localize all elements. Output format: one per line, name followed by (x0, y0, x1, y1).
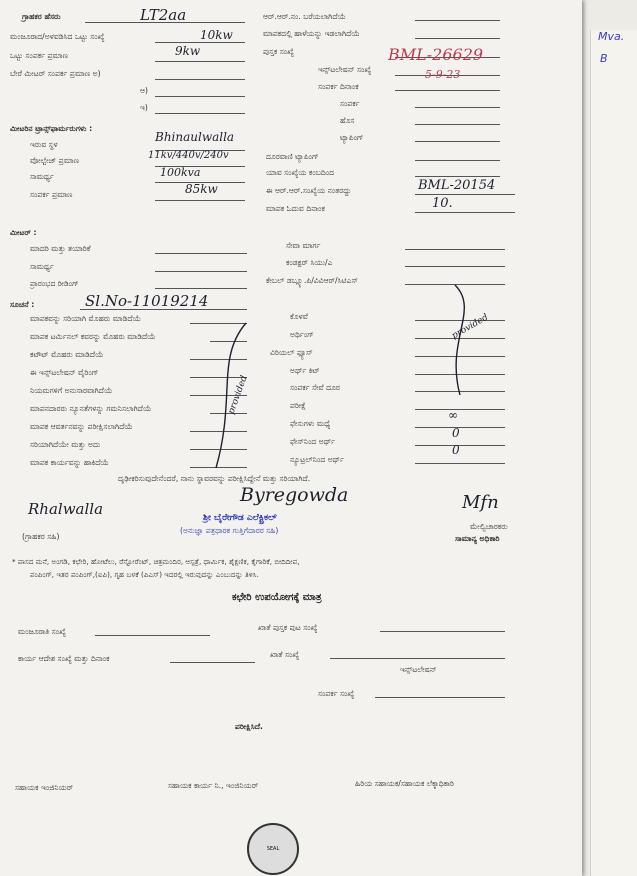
note-line-1: * ಪಾಸದ ಮನೆ, ಅಂಗಡಿ, ಕಛೇರಿ, ಹೋಟೆಲು, ರೆಸ್ಟೋರೆಂಟ್, ಚಿತ್ರಮಂದಿರ, ಆಸ್ಪತ್ರೆ, ಧಾರ್ಮಿಕ, ಶೈಕ್ಷಣಿಕ, ಕೈಗಾರಿಕೆ, ಬೀದಿದೀಪ, (12, 557, 300, 566)
check-line (415, 409, 505, 410)
installation-wiring-label: ಈ ಇನ್ಸ್‌ಟಲೇಷನ್ ವೈರಿಂಗ್ (30, 368, 99, 377)
reading1-value: ∞ (448, 408, 458, 422)
connection-no-label: ಸಂಪರ್ಕ ಸಂಖ್ಯೆ (318, 689, 355, 698)
contractor-stamp-1: ಶ್ರೀ ಬೈರೇಗೌಡ ಎಲೆಕ್ಟ್ರಿಕಲ್ (203, 513, 277, 523)
initial-reading-line (155, 288, 247, 289)
meter-sealed-label: ಮಾಪಕವನ್ನು ಸರಿಯಾಗಿ ಮೊಹರು ಮಾಡಿದೆಯೆ (30, 314, 142, 323)
check-label: ಪರೀಕ್ಷೆ (290, 401, 306, 410)
ledger-page-label: ಖಾತೆ ಪುಸ್ತಕ ಪುಟ ಸಂಖ್ಯೆ (258, 623, 318, 632)
meter-box-line (415, 38, 500, 39)
consumer-signature: Rhalwalla (28, 500, 104, 518)
tapping-label: ಟ್ಯಾಪಿಂಗ್ (340, 133, 364, 142)
consumer-name-value: LT2aa (140, 6, 187, 24)
after-rr-label: ಈ ಆರ್.ಆರ್.ಸಂಖ್ಯೆಯ ನಂತರದ್ದು (266, 186, 352, 195)
reading-date-line (415, 212, 515, 213)
b-line (155, 96, 245, 97)
provided-right-value: provided (450, 312, 491, 342)
meter-serial-line (80, 309, 247, 310)
transformer-heading: ಮೀಟರಿನ ಟ್ರಾನ್ಸ್‌ಫಾರ್ಮರುಗಳು : (10, 124, 93, 133)
dial-fuse-label: ವಿರಿಯಲ್ ಫ್ಯೂಸ್ (270, 348, 313, 357)
between-phases-line (415, 427, 505, 428)
conductor-label: ಕಂಡಕ್ಟರ್ ಸಿಯು/ಎ (286, 258, 333, 267)
make-line (155, 253, 247, 254)
meter-rotation-label: ಮಾಪಕ ಆವರ್ತನವನ್ನು ಪರೀಕ್ಷಿಸಲಾಗಿದೆಯೆ (30, 422, 133, 431)
rr-load-line (155, 42, 245, 43)
reading3-value: 0 (452, 443, 460, 457)
conductor-line (405, 266, 505, 267)
asst-exec-label: ಸಹಾಯಕ ಕಾರ್ಯ ನಿ., ಇಂಜಿನಿಯರ್ (168, 781, 259, 790)
defects-label: ಮಾಪನದಾರರು ನ್ಯೂನತೆಗಳನ್ನು ಗಮನಿಸಲಾಗಿದೆಯೆ (30, 404, 152, 413)
rr-bill-label: ಆರ್.ಆರ್.ನಂ. ಬರೆಯಲಾಗಿದೆಯೆ (263, 12, 346, 21)
work-order-line (170, 662, 255, 663)
phase-earth-label: ಫೇಸ್‌ನಿಂದ ಅರ್ಥ್ (290, 437, 336, 446)
connection-date-label: ಸಂಪರ್ಕ ದಿನಾಂಕ (318, 82, 359, 91)
capacity2-line (155, 271, 247, 272)
b-label: ಆ) (140, 86, 148, 95)
supervisor-signature: Mfn (462, 492, 499, 513)
ledger-page-line (380, 631, 505, 632)
declaration-text: ದೃಢೀಕರಿಸುವುದೇನೆಂದರೆ, ನಾನು ಸ್ಥಾವರವನ್ನು ಪರೀಕ್ಷಿಸಿದ್ದೇನೆ ಮತ್ತು ಸರಿಯಾಗಿದೆ. (118, 474, 311, 483)
supervisor-label: ಮೇಲ್ವಿಚಾರಕರು (470, 522, 508, 531)
consumer-sign-label: (ಗ್ರಾಹಕರ ಸಹಿ) (22, 532, 60, 541)
sanction-no-line (95, 635, 210, 636)
capacity-value: 100kva (160, 166, 201, 179)
office-seal (247, 823, 299, 875)
service-route-line (405, 249, 505, 250)
initial-reading-label: ಪ್ರಾರಂಭದ ರೀಡಿಂಗ್ (30, 279, 79, 288)
meter-heading: ಮೀಟರ್ : (10, 228, 37, 237)
account-no-label: ಖಾತೆ ಸಂಖ್ಯೆ (270, 650, 300, 659)
stamp-date-value: 5-9-23 (425, 68, 461, 81)
terminal-sealed-label: ಮಾಪಕ ಟರ್ಮಿನಲ್ ಕವರನ್ನು ಮೊಹರು ಮಾಡಿದೆಯೆ (30, 332, 156, 341)
make-label: ಮಾದರಿ ಮತ್ತು ತಯಾರಿಕೆ (30, 244, 91, 253)
asst-engineer-label: ಸಹಾಯಕ ಇಂಜಿನಿಯರ್ (15, 783, 74, 792)
reading2-value: 0 (452, 426, 460, 440)
neutral-earth-label: ನ್ಯೂಟ್ರಲ್‌ನಿಂದ ಅರ್ಥ್ (290, 455, 344, 464)
note-line-2: ಪಂಪಿಂಗ್, ಇತರ ಪಂಪಿಂಗ್,(ಐಪಿ), ಗೃಹ ಬಳಕೆ (ಪಿಎಸ್) ಇದರಲ್ಲಿ ಇರುವುದನ್ನು ಎಂಬುದನ್ನು ತಿಳಿಸಿ. (30, 570, 259, 579)
other-connection-label: ಬೇರೆ ಮೀಟರ್ ಸಂಪರ್ಕ ಪ್ರಮಾಣ ಅ) (10, 69, 101, 78)
provided-left-value: provided (226, 374, 250, 416)
account-no-line (330, 658, 505, 659)
capacity2-label: ಸಾಮರ್ಥ್ಯ (30, 262, 54, 271)
conn-load2-line (155, 200, 245, 201)
connection-date-line (395, 90, 500, 91)
location-label: ಇರುವ ಸ್ಥಳ (30, 140, 58, 149)
installation-label: ಇನ್ಸ್‌ಟಲೇಷನ್ (400, 665, 437, 674)
senior-accounts-label: ಹಿರಿಯ ಸಹಾಯಕ/ಸಹಾಯಕ ಲೆಕ್ಕಾಧಿಕಾರಿ (355, 779, 454, 788)
which-no-label: ಯಾವ ಸಂಖ್ಯೆಯ ಕಂಬದಿಂದ (266, 168, 335, 177)
note-heading: ಸೂಚನೆ : (10, 300, 35, 309)
connection-line (415, 107, 500, 108)
cutout-sealed-label: ಕಟೌಟ್ ಮೊಹರು ಮಾಡಿದೆಯೆ (30, 350, 104, 359)
c-label: ಇ) (140, 103, 148, 112)
phase-earth-line (415, 445, 505, 446)
c-line (155, 113, 245, 114)
service-route-label: ಸೇವಾ ಮಾರ್ಗ (286, 241, 321, 250)
neutral-earth-line (415, 463, 505, 464)
correct-and-label: ಸರಿಯಾಗಿದೆಯೇ ಮತ್ತು ಅದು (30, 440, 101, 449)
side-handwriting-2: B (600, 52, 608, 65)
phone-tapping-label: ದೂರವಾಣಿ ಟ್ಯಾಪಿಂಗ್ (266, 152, 319, 161)
location-value: Bhinaulwalla (155, 130, 235, 144)
conn-load2-label: ಸಂಪರ್ಕ ಪ್ರಮಾಣ (30, 190, 73, 199)
rr-stamp-value: BML-26629 (388, 45, 484, 64)
connection-load-value: 9kw (175, 44, 201, 58)
prev-rr-value: BML-20154 (418, 178, 496, 193)
rr-bill-line (415, 20, 500, 21)
connection-no-line (375, 697, 505, 698)
reading-date-label: ಮಾಪಕ ಓದುವ ದಿನಾಂಕ (266, 204, 325, 213)
consumer-name-label: ಗ್ರಾಹಕರ ಹೆಸರು (22, 12, 61, 21)
conn-load2-value: 85kw (185, 182, 218, 196)
connection-load-label: ಒಟ್ಟು ಸಂಪರ್ಕ ಪ್ರಮಾಣ (10, 51, 68, 60)
as-per-rules-label: ನಿಯಮಗಳಿಗೆ ಅನುಸಾರವಾಗಿದೆಯೆ (30, 386, 113, 395)
work-order-label: ಕಾರ್ಯ ಆದೇಶ ಸಂಖ್ಯೆ ಮತ್ತು ದಿನಾಂಕ (18, 654, 110, 663)
right-bracket-stroke (440, 280, 520, 400)
contractor-signature: Byregowda (240, 484, 349, 506)
earthing-label: ಅರ್ಥಿಂಗ್ (290, 330, 314, 339)
meter-serial-value: Sl.No-11019214 (85, 292, 209, 310)
connection-label: ಸಂಪರ್ಕ (340, 99, 360, 108)
book-no-label: ಪುಸ್ತಕ ಸಂಖ್ಯೆ (263, 47, 294, 56)
other-connection-line (155, 79, 245, 80)
left-bracket-stroke (196, 318, 256, 478)
sanction-no-label: ಮಂಜೂರಾತಿ ಸಂಖ್ಯೆ (18, 627, 66, 636)
pole-label: ಕೊಳವೆ (290, 312, 308, 321)
between-phases-label: ಫೇಸುಗಳು ಮಧ್ಯೆ (290, 419, 331, 428)
rr-load-label: ಮಂಜೂರಾದ/ಅಳವಡಿಸಿದ ಒಟ್ಟು ಸಂಖ್ಯೆ (10, 32, 105, 41)
installation-no-label: ಇನ್ಸ್‌ಟಲೇಷನ್ ಸಂಖ್ಯೆ (318, 65, 372, 74)
cable-label: ಕೇಬಲ್ ಡಬ್ಲ್ಯೂ.ಪಿ/ವಿವಿಆರ್/ಸಿಟಿಎಸ್ (266, 276, 358, 285)
meter-box-label: ಮಾಪಕದಲ್ಲಿ ಹಾಳೆಯನ್ನು ಇಡಲಾಗಿದೆಯೆ (263, 29, 360, 38)
voltage-value: 11kv/440v/240v (148, 150, 229, 161)
after-rr-line (415, 194, 515, 195)
supervisor-sign-label: ಸಾಮಾನ್ಯ ಅಧಿಕಾರಿ (455, 534, 500, 543)
connection-distance-label: ಸಂಪರ್ಕ ಸೇವೆ ದೂರ (290, 383, 340, 392)
connection-load-line (155, 61, 245, 62)
checked-label: ಪರೀಕ್ಷಿಸಿದೆ. (235, 722, 263, 731)
reading-day-value: 10. (432, 196, 453, 211)
phone-tapping-line (415, 160, 500, 161)
capacity-label: ಸಾಮರ್ಥ್ಯ (30, 172, 54, 181)
back-paper-2 (590, 30, 637, 876)
seal-text: SEAL (266, 846, 280, 852)
side-handwriting-1: Mva. (598, 30, 625, 43)
meter-working-label: ಮಾಪಕ ಕಾರ್ಯವನ್ನು ಹಾಕಿದೆಯೆ (30, 458, 109, 467)
office-heading: ಕಛೇರಿ ಉಪಯೋಗಕ್ಕೆ ಮಾತ್ರ (232, 592, 322, 603)
tapping-line (415, 141, 500, 142)
contractor-stamp-2: (ಅನುಜ್ಞಾ ಪತ್ರಧಾರಕ ಗುತ್ತಿಗೆದಾರರ ಸಹಿ) (180, 526, 279, 535)
load-value: 10kw (200, 28, 233, 42)
new-line (415, 124, 500, 125)
new-label: ಹೊಸ (340, 116, 355, 125)
voltage-label: ವೋಲ್ಟೇಜ್ ಪ್ರಮಾಣ (30, 156, 80, 165)
earth-kit-label: ಅರ್ಥ್ ಕಿಟ್ (290, 366, 320, 375)
which-no-line (415, 176, 500, 177)
